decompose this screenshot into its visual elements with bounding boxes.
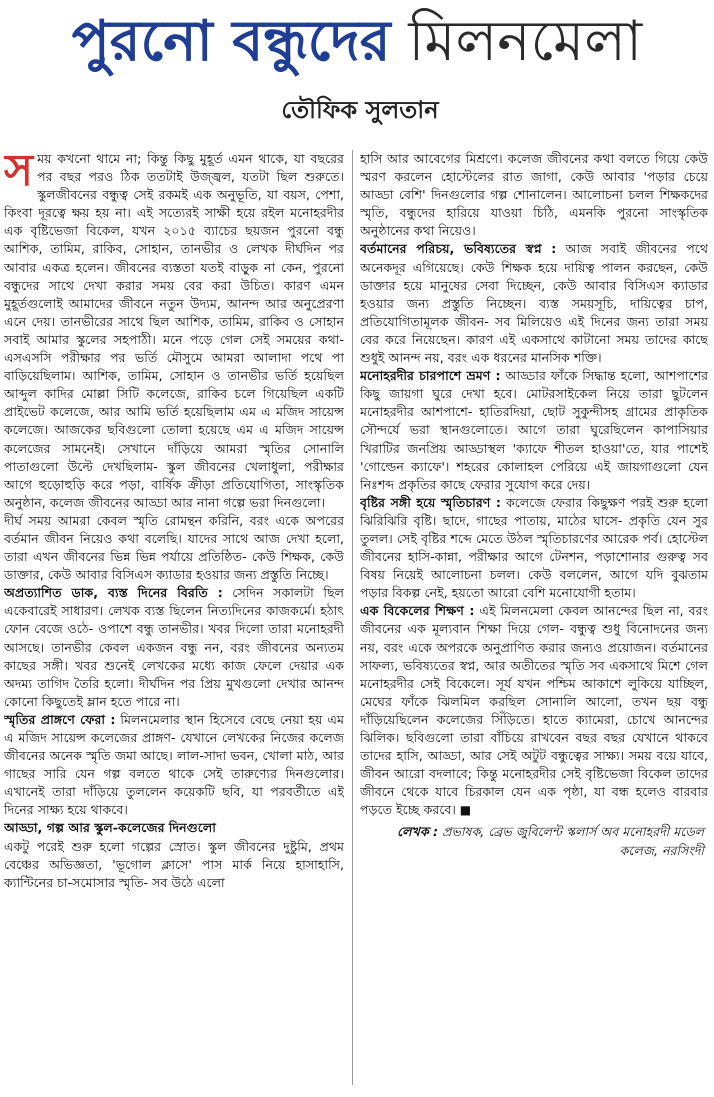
section-paragraph xyxy=(360,240,708,367)
section-paragraph xyxy=(360,494,708,603)
author-label: লেখক : xyxy=(397,824,439,840)
intro-text: ময় কখনো থামে না; কিন্তু কিছু মুহূর্ত এমন থাকে, যা বছরের পর বছর পরও ঠিক ততটাই উজ্জ্বল, যতটা ছিল শুরুতে। স্কুলজীবনের বন্ধুত্ব সেই রকমই এক অনুভূতি, যা বয়স, পেশা, কিংবা দূরত্বে ক্ষয় হয় না। এই সত্যেরই সাক্ষী হয়ে রইল মনোহরদীর এক বৃষ্টিভেজা বিকেল, যখন ২০১৫ ব্যাচের ছয়জন পুরনো বন্ধু আশিক, তামিম, রাকিব, সোহান, তানভীর ও লেখক দীর্ঘদিন পর আবার একত্র হলেন। জীবনের ব্যস্ততা যতই বাড়ুক না কেন, পুরনো বন্ধুদের সাথে দেখা করার সময় বের করা উচিত। কারণ এমন মুহূর্তগুলোই আমাদের জীবনে নতুন উদ্যম, আনন্দ আর অনুপ্রেরণা এনে দেয়। তানভীরের সাথে ছিল আশিক, তামিম, রাকিব ও সোহান সবাই আমার স্কুলের সহপাঠী। মনে পড়ে গেল সেই সময়ের কথা- এসএসসি পরীক্ষার পর ভর্তি মৌসুমে আমরা আলাদা পথে পা বাড়িয়েছিলাম। আশিক, তামিম, সোহান ও তানভীর ভর্তি হয়েছিল আব্দুল কাদির মোল্লা সিটি কলেজে, রাকিব চলে গিয়েছিল একটি প্রাইভেট কলেজে, আর আমি ভর্তি হয়েছিলাম এম এ মজিদ সায়েন্স কলেজে। আজকের ছবিগুলো তোলা হয়েছে এম এ মজিদ সায়েন্স কলেজের সামনেই। সেখানে দাঁড়িয়ে আমরা স্মৃতির সোনালি পাতাগুলো উল্টে দেখছিলাম- স্কুল জীবনের খেলাধুলা, পরীক্ষার আগে হুড়োহুড়ি করে পড়া, বার্ষিক ক্রীড়া প্রতিযোগিতা, সাংস্কৃতিক অনুষ্ঠান, কলেজ জীবনের আড্ডা আর নানা গল্পে ভরা দিনগুলো। xyxy=(4,151,344,510)
section-paragraph xyxy=(360,602,708,819)
headline-part-2: মিলনমেলা xyxy=(408,9,643,74)
section-paragraph xyxy=(4,584,344,711)
section-text: একটু পরেই শুরু হলো গল্পের স্রোত। স্কুল জীবনের দুষ্টুমি, প্রথম বেঞ্চের অভিজ্ঞতা, 'ভূগোল ক্লাসে' পাস মার্ক নিয়ে হাসাহাসি, ক্যান্টিনের চা-সমোসার স্মৃতি- সব উঠে এলো xyxy=(4,838,344,890)
section-paragraph xyxy=(360,367,708,494)
section-heading: বৃষ্টির সঙ্গী হয়ে স্মৃতিচারণ : xyxy=(360,494,501,510)
section-heading: অপ্রত্যাশিত ডাক, ব্যস্ত দিনের বিরতি : xyxy=(4,585,223,601)
left-column xyxy=(4,150,344,1096)
section-text: আড্ডার ফাঁকে সিদ্ধান্ত হলো, আশপাশের কিছু জায়গা ঘুরে দেখা হবে। মোটরসাইকেল নিয়ে তারা ছুটলেন মনোহরদীর আশপাশে- হাতিরদিয়া, ছোট সুকুন্দীসহ গ্রামের প্রাকৃতিক সৌন্দর্যে ভরা স্থানগুলোতে। আগে তারা ঘুরেছিলেন কাপাসিয়ার খিরাটির জনপ্রিয় আড্ডাস্থল 'ক্যাফে শীতল হাওয়া'তে, যার পাশেই 'গোল্ডেন ক্যাফে'। শহরের কোলাহল পেরিয়ে এই জায়গাগুলো যেন নিঃশব্দ প্রকৃতির কাছে ফেরার সুযোগ করে দেয়। xyxy=(360,368,708,492)
headline-part-1: পুরনো বন্ধুদের xyxy=(71,8,391,74)
column-divider xyxy=(352,150,353,1085)
section-heading: স্মৃতির প্রাঙ্গণে ফেরা : xyxy=(4,711,116,727)
author-text: প্রভাষক, ব্রেভ জুবিলেন্ট স্কলার্স অব মনোহরদী মডেল কলেজ, নরসিংদী xyxy=(438,824,704,858)
section-text: আজ সবাই জীবনের পথে অনেকদূর এগিয়েছে। কেউ শিক্ষক হয়ে দায়িত্ব পালন করছেন, কেউ ডাক্তার হয়ে মানুষের সেবা দিচ্ছেন, কেউ আবার বিসিএস ক্যাডার হওয়ার জন্য প্রস্তুতি নিচ্ছেন। ব্যস্ত সময়সূচি, দায়িত্বের চাপ, প্রতিযোগিতামূলক জীবন- সব মিলিয়েও এই দিনের জন্য তারা সময় বের করে নিয়েছেন। কারণ এই একসাথে কাটানো সময় তাদের কাছে শুধুই আনন্দ নয়, বরং এক ধরনের মানসিক শক্তি। xyxy=(360,241,708,366)
drop-cap: স xyxy=(4,150,34,196)
section-heading: মনোহরদীর চারপাশে ভ্রমণ : xyxy=(360,368,501,384)
paragraph: হাসি আর আবেগের মিশ্রণে। কলেজ জীবনের কথা বলতে গিয়ে কেউ স্মরণ করলেন হোস্টেলের রাত জাগা, কেউ আবার 'পড়ার চেয়ে আড্ডা বেশি' দিনগুলোর গল্প শোনালেন। আলোচনা চলল শিক্ষকদের স্মৃতি, বন্ধুদের হারিয়ে যাওয়া চিঠি, এমনকি পুরনো সাংস্কৃতিক অনুষ্ঠানের কথা নিয়েও। xyxy=(360,151,708,239)
section-paragraph xyxy=(4,711,344,820)
author-note xyxy=(360,823,708,859)
section-text: সেদিন সকালটা ছিল একেবারেই সাধারণ। লেখক ব্যস্ত ছিলেন নিত্যদিনের কাজকর্মে। হঠাৎ ফোন বেজে ওঠে- ওপাশে বন্ধু তানভীর। খবর দিলো তারা মনোহরদী আসছে। তানভীর কেবল একজন বন্ধু নন, বরং জীবনের অন্যতম কাছের সঙ্গী। খবর শুনেই লেখকের মধ্যে কাজ ফেলে দেয়ার এক অদম্য তাগিদ তৈরি হলো। দীর্ঘদিন পর প্রিয় মুখগুলো দেখার আনন্দ কোনো কিছুতেই ম্লান হতে পারে না। xyxy=(4,585,344,709)
section-text: এই মিলনমেলা কেবল আনন্দের ছিল না, বরং জীবনের এক মূল্যবান শিক্ষা দিয়ে গেল- বন্ধুত্ব শুধু বিনোদনের জন্য নয়, বরং একে অপরকে অনুপ্রাণিত করার জন্যও প্রয়োজন। বর্তমানের সাফল্য, ভবিষ্যতের স্বপ্ন, আর অতীতের স্মৃতি সব একসাথে মিশে গেল মনোহরদীর সেই বিকেলে। সূর্য যখন পশ্চিম আকাশে লুকিয়ে যাচ্ছিল, মেঘের ফাঁকে ঝিলমিল করছিল সোনালি আলো, তখন ছয় বন্ধু দাঁড়িয়েছিলেন কলেজের সিঁড়িতে। হাতে ক্যামেরা, চোখে আনন্দের ঝিলিক। ছবিগুলো তারা বাঁচিয়ে রাখবেন বছর বছর যেখানে থাকবে তাদের হাসি, আড্ডা, আর সেই অটুট বন্ধুত্বের সাক্ষ্য। সময় বয়ে যাবে, জীবন আরো বদলাবে; কিন্তু মনোহরদীর সেই বৃষ্টিভেজা বিকেল তাদের জীবনে থেকে যাবে চিরকাল যেন এক পৃষ্ঠা, যা বন্ধ হলেও বারবার পড়তে ইচ্ছে করবে। xyxy=(360,603,708,818)
section-heading: বর্তমানের পরিচয়, ভবিষ্যতের স্বপ্ন : xyxy=(360,241,557,257)
section-text: কলেজে ফেরার কিছুক্ষণ পরই শুরু হলো ঝিরিঝিরি বৃষ্টি। ছাদে, গাছের পাতায়, মাঠের ঘাসে- প্রকৃতি যেন সুর তুলল। সেই বৃষ্টির শব্দে মেতে উঠল স্মৃতিচারণের আরেক পর্ব। হোস্টেল জীবনের হাসি-কান্না, পরীক্ষার আগে টেনশন, পড়াশোনার গুরুত্ব সব বিষয় নিয়েই আলোচনা চলল। কেউ বললেন, আগে যদি বুঝতাম পড়ার বিকল্প নেই, হয়তো আরো বেশি মনোযোগী হতাম। xyxy=(360,494,708,601)
intro-paragraph xyxy=(4,150,344,512)
end-mark-icon: ■ xyxy=(455,803,472,818)
section-heading: আড্ডা, গল্প আর স্কুল-কলেজের দিনগুলো xyxy=(4,820,216,836)
article-headline xyxy=(0,4,714,78)
paragraph: দীর্ঘ সময় আমরা কেবল স্মৃতি রোমন্থন করিনি, বরং একে অপরের বর্তমান জীবন নিয়েও কথা বলেছি। যাদের সাথে আজ দেখা হলো, তারা এখন জীবনের ভিন্ন ভিন্ন পর্যায়ে প্রতিষ্ঠিত- কেউ শিক্ষক, কেউ ডাক্তার, কেউ আবার বিসিএস ক্যাডার হওয়ার জন্য প্রস্তুতি নিচ্ছে। xyxy=(4,512,344,583)
right-column xyxy=(360,150,708,1096)
section-text: মিলনমেলার স্থান হিসেবে বেছে নেয়া হয় এম এ মজিদ সায়েন্স কলেজের প্রাঙ্গণ- যেখানে লেখকের নিজের কলেজ জীবনের অনেক স্মৃতি জমা আছে। লাল-সাদা ভবন, খোলা মাঠ, আর গাছের সারি যেন গল্প বলতে থাকে সেই তারুণ্যের দিনগুলোর। এখানেই তারা দাঁড়িয়ে তুললেন কয়েকটি ছবি, যা পরবর্তীতে এই দিনের সাক্ষ্য হয়ে থাকবে। xyxy=(4,711,344,818)
article-byline: তৌফিক সুলতান xyxy=(281,96,439,124)
section-heading: এক বিকেলের শিক্ষণ : xyxy=(360,603,475,619)
